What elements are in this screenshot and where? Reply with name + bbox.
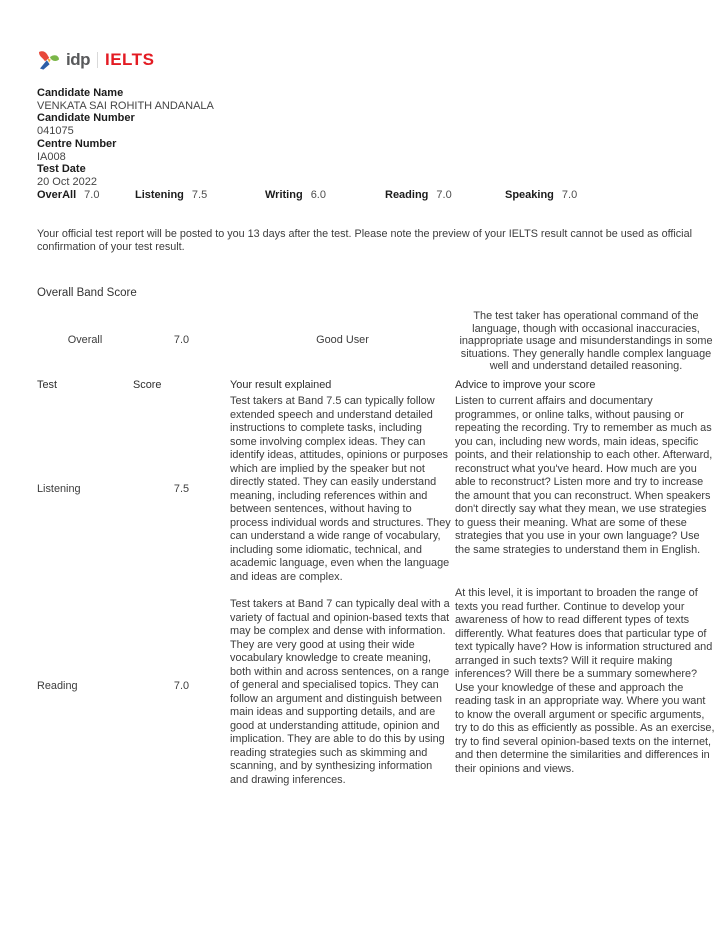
- column-header-advice: Advice to improve your score: [455, 378, 596, 391]
- column-header-score: Score: [133, 378, 162, 391]
- idp-wordmark: idp: [66, 50, 90, 69]
- idp-ielts-logo: [37, 46, 720, 74]
- result-notice: Your official test report will be posted to you 13 days after the test. Please note the preview of your IELTS result cannot be used as official confirmation of your test result.: [37, 228, 692, 254]
- test-date-label: Test Date: [37, 163, 86, 176]
- reading-test-score: 7.0: [173, 680, 190, 693]
- candidate-details: [37, 87, 697, 201]
- ielts-wordmark: IELTS: [105, 50, 155, 69]
- overall-band-description: The test taker has operational command of the language, though with occasional inaccuracies, inappropriate usage and misunderstandings in some situations. They generally handle complex language well and understand detailed reasoning.: [459, 310, 713, 373]
- centre-number-label: Centre Number: [37, 137, 117, 150]
- reading-score-value: 7.0: [436, 188, 452, 201]
- reading-test-name: Reading: [37, 680, 78, 693]
- band-score-heading: Overall Band Score: [37, 287, 137, 300]
- listening-score-advice: Listen to current affairs and documentary programmes, or online talks, without pausing or repeating the recording. Try to remember as much as you can, including new words, main ideas, specific points, and their relationship to each other. Afterward, reconstruct what you've heard. How much are you able to reconstruct? Listen more and try to increase the amount that you can reconstruct. When speakers don't directly say what they mean, we use strategies to guess their meaning. What are some of these strategies that you use in your own language? Use the same strategies to understand them in English.: [455, 395, 713, 556]
- overall-band-label: Good User: [316, 333, 369, 346]
- results-table: [37, 308, 720, 787]
- listening-score-label: Listening: [135, 188, 184, 201]
- idp-logo-icon: [37, 48, 61, 72]
- speaking-score-value: 7.0: [561, 188, 578, 201]
- overall-row-label: Overall: [67, 333, 103, 346]
- column-header-test: Test: [37, 378, 57, 391]
- reading-score-advice: At this level, it is important to broaden the range of texts you read further. Continue to develop your awareness of how to read different types of texts differently. What features does that particular type of text typically have? How is information structured and arranged in such texts? Will it require making inferences? Will there be a summary somewhere? Use your knowledge of these and approach the reading task in an appropriate way. Where you want to know the overall argument or specific arguments, try to do this as efficiently as possible. As an exercise, try to find several opinion-based texts on the internet, and then determine the similarities and differences in their opinions and views.: [455, 587, 715, 775]
- listening-test-score: 7.5: [173, 482, 190, 495]
- candidate-name-label: Candidate Name: [37, 87, 124, 99]
- column-header-explained: Your result explained: [230, 378, 332, 391]
- logo-divider: [97, 52, 98, 68]
- overall-row-score: 7.0: [173, 333, 190, 346]
- candidate-number-value: 041075: [37, 125, 74, 138]
- writing-score-value: 6.0: [310, 188, 326, 201]
- overall-score-label: OverAll: [37, 188, 77, 201]
- score-item-overall: [37, 189, 135, 202]
- overall-score-value: 7.0: [84, 188, 100, 201]
- scores-summary: [37, 189, 697, 202]
- test-date-value: 20 Oct 2022: [37, 175, 97, 188]
- listening-result-explanation: Test takers at Band 7.5 can typically follow extended speech and understand detailed instructions to complete tasks, including some involving complex ideas. They can identify ideas, attitudes, opinions or purposes which are implied by the speaker but not directly stated. They can easily understand meaning, including references within and between sentences, without having to process individual words and structures. They can understand a wide range of vocabulary, including some idiomatic, technical, and academic language, even when the language and ideas are complex.: [230, 395, 451, 583]
- reading-score-label: Reading: [385, 188, 429, 201]
- score-item-listening: [135, 189, 265, 202]
- listening-score-value: 7.5: [191, 188, 208, 201]
- score-item-reading: [385, 189, 505, 202]
- candidate-number-label: Candidate Number: [37, 112, 135, 125]
- score-item-speaking: [505, 189, 577, 202]
- speaking-score-label: Speaking: [505, 188, 554, 201]
- score-item-writing: [265, 189, 385, 202]
- centre-number-value: IA008: [37, 150, 66, 163]
- reading-result-explanation: Test takers at Band 7 can typically deal with a variety of factual and opinion-based texts that may be complex and dense with information. They are very good at using their wide vocabulary knowledge to create meaning, both within and across sentences, on a range of general and specialised topics. They can follow an argument and distinguish between main ideas and supporting details, and are good at understanding attitude, opinion and implication. They are able to do this by using reading strategies such as skimming and scanning, and by synthesizing information and drawing inferences.: [230, 598, 450, 786]
- listening-test-name: Listening: [37, 482, 81, 495]
- writing-score-label: Writing: [265, 188, 303, 201]
- candidate-name-value: VENKATA SAI ROHITH ANDANALA: [37, 99, 214, 112]
